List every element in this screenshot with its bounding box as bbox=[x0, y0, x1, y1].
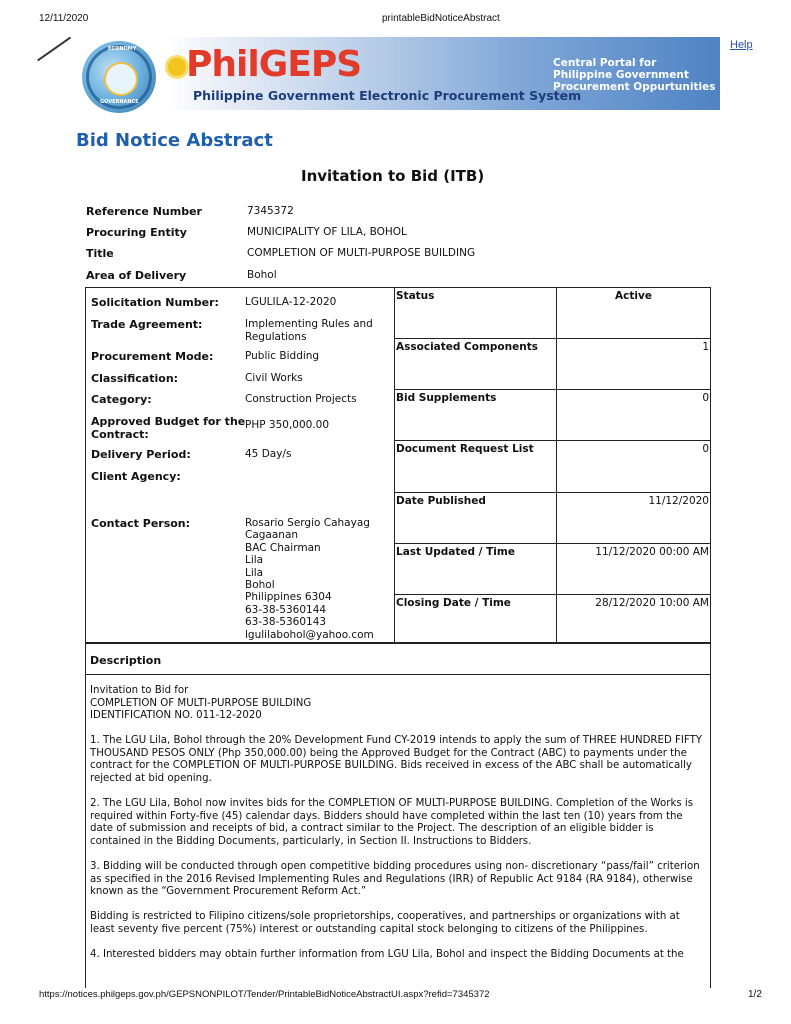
components-label: Associated Components bbox=[396, 341, 538, 353]
closing-value: 28/12/2020 10:00 AM bbox=[595, 597, 709, 609]
page-title: Bid Notice Abstract bbox=[76, 130, 273, 151]
description-paragraph: 2. The LGU Lila, Bohol now invites bids for the COMPLETION OF MULTI-PURPOSE BUILDING. Completion of the Works is required within Forty-five (45) calendar days. Bidders should have completed within the last ten (10) years from the date of submission and receipts of bid, a contract similar to the Project. The description of an eligible bidder is contained in the Bidding Documents, particularly, in Section II. Instructions to Bidders. bbox=[90, 798, 694, 847]
published-value: 11/12/2020 bbox=[648, 495, 709, 507]
supplements-label: Bid Supplements bbox=[396, 392, 497, 404]
category-label: Category: bbox=[91, 393, 152, 406]
solicitation-label: Solicitation Number: bbox=[91, 296, 219, 309]
mode-label: Procurement Mode: bbox=[91, 350, 214, 363]
details-divider bbox=[394, 287, 395, 643]
globe-text-bottom: GOVERNANCE bbox=[100, 99, 139, 105]
philgeps-logo: PhilGEPS bbox=[186, 44, 362, 85]
globe-text-top: ECONOMY bbox=[108, 46, 137, 52]
category-value: Construction Projects bbox=[245, 393, 357, 405]
portal-line-2: Philippine Government bbox=[553, 69, 689, 81]
banner-subtitle: Philippine Government Electronic Procurement System bbox=[193, 88, 582, 103]
contact-line: Lila bbox=[245, 566, 264, 579]
abc-label bbox=[91, 415, 245, 441]
docreq-label: Document Request List bbox=[396, 443, 534, 455]
portal-line-1: Central Portal for bbox=[553, 57, 657, 69]
trade-value-line-1: Implementing Rules and bbox=[245, 318, 373, 330]
description-heading: Description bbox=[90, 654, 162, 667]
contact-line: Lila bbox=[245, 554, 264, 567]
mode-value: Public Bidding bbox=[245, 350, 320, 362]
contact-line: 63-38-5360144 bbox=[245, 603, 327, 616]
page-number: 1/2 bbox=[748, 989, 762, 1000]
print-date: 12/11/2020 bbox=[39, 13, 89, 24]
classification-value: Civil Works bbox=[245, 372, 303, 384]
reference-value: 7345372 bbox=[247, 205, 294, 217]
contact-line: Bohol bbox=[245, 579, 275, 592]
updated-label: Last Updated / Time bbox=[396, 546, 515, 558]
closing-label: Closing Date / Time bbox=[396, 597, 511, 609]
description-paragraph: Bidding is restricted to Filipino citizens/sole proprietorships, cooperatives, and partnerships or organizations with at least seventy five percent (75%) interest or outstanding capital stock belonging to citizens of the Philippines. bbox=[90, 911, 680, 935]
contact-details bbox=[245, 517, 374, 641]
sun-icon bbox=[168, 58, 186, 76]
entity-label: Procuring Entity bbox=[86, 226, 187, 239]
pen-mark bbox=[37, 37, 71, 61]
status-divider bbox=[556, 287, 557, 643]
description-intro bbox=[90, 685, 705, 723]
status-label: Status bbox=[396, 290, 435, 302]
help-link[interactable]: Help bbox=[730, 39, 753, 51]
delivery-value: 45 Day/s bbox=[245, 448, 292, 460]
components-value: 1 bbox=[702, 341, 709, 353]
description-paragraph: 4. Interested bidders may obtain further information from LGU Lila, Bohol and inspect the Bidding Documents at the bbox=[90, 949, 684, 960]
print-title: printableBidNoticeAbstract bbox=[382, 13, 500, 24]
status-row-line bbox=[394, 389, 711, 390]
status-row-line bbox=[394, 543, 711, 544]
delivery-label: Delivery Period: bbox=[91, 448, 191, 461]
contact-line: BAC Chairman bbox=[245, 541, 321, 554]
supplements-value: 0 bbox=[702, 392, 709, 404]
trade-label: Trade Agreement: bbox=[91, 318, 203, 331]
abc-label-line-2: Contract: bbox=[91, 428, 149, 441]
status-row-line bbox=[394, 338, 711, 339]
globe-center bbox=[104, 62, 138, 96]
delivery-area-label: Area of Delivery bbox=[86, 269, 187, 282]
updated-value: 11/12/2020 00:00 AM bbox=[595, 546, 709, 558]
status-value: Active bbox=[615, 290, 652, 302]
intro-line-3: IDENTIFICATION NO. 011-12-2020 bbox=[90, 710, 262, 722]
intro-line-1: Invitation to Bid for bbox=[90, 685, 189, 696]
print-url: https://notices.philgeps.gov.ph/GEPSNONPILOT/Tender/PrintableBidNoticeAbstractUI.aspx?refid=7345372 bbox=[39, 989, 490, 1000]
description-body bbox=[90, 685, 705, 974]
trade-value bbox=[245, 318, 373, 343]
trade-value-line-2: Regulations bbox=[245, 330, 307, 343]
contact-line: Cagaanan bbox=[245, 529, 299, 542]
reference-label: Reference Number bbox=[86, 205, 202, 218]
status-row-line bbox=[394, 492, 711, 493]
status-row-line bbox=[394, 594, 711, 595]
contact-line: Rosario Sergio Cahayag bbox=[245, 517, 370, 529]
solicitation-value: LGULILA-12-2020 bbox=[245, 296, 337, 308]
notice-type: Invitation to Bid (ITB) bbox=[301, 167, 485, 185]
intro-line-2: COMPLETION OF MULTI-PURPOSE BUILDING bbox=[90, 697, 312, 709]
contact-label: Contact Person: bbox=[91, 517, 191, 530]
docreq-value: 0 bbox=[702, 443, 709, 455]
entity-value: MUNICIPALITY OF LILA, BOHOL bbox=[247, 226, 407, 238]
contact-line: 63-38-5360143 bbox=[245, 616, 327, 629]
client-label: Client Agency: bbox=[91, 470, 181, 483]
portal-line-3: Procurement Oppurtunities bbox=[553, 81, 716, 93]
delivery-area-value: Bohol bbox=[247, 269, 277, 281]
abc-value: PHP 350,000.00 bbox=[245, 419, 330, 431]
published-label: Date Published bbox=[396, 495, 486, 507]
description-paragraph: 1. The LGU Lila, Bohol through the 20% Development Fund CY-2019 intends to apply the sum of THREE HUNDRED FIFTY THOUSAND PESOS ONLY (Php 350,000.00) being the Approved Budget for the Contract (ABC) to payments under the contract for the COMPLETION OF MULTI-PURPOSE BUILDING. Bids received in excess of the ABC shall be automatically rejected at bid opening. bbox=[90, 735, 703, 785]
status-row-line bbox=[394, 440, 711, 441]
abc-label-line-1: Approved Budget for the bbox=[91, 415, 246, 428]
title-label: Title bbox=[86, 247, 114, 260]
description-paragraph: 3. Bidding will be conducted through open competitive bidding procedures using non- discretionary “pass/fail” criterion as specified in the 2016 Revised Implementing Rules and Regulations (IRR) of Republic Act 9184 (RA 9184), otherwise known as the “Government Procurement Reform Act.” bbox=[90, 861, 700, 898]
classification-label: Classification: bbox=[91, 372, 179, 385]
contact-line: Philippines 6304 bbox=[245, 591, 332, 604]
portal-tagline bbox=[553, 57, 715, 93]
contact-email: lgulilabohol@yahoo.com bbox=[245, 628, 374, 641]
description-separator bbox=[85, 674, 711, 675]
title-value: COMPLETION OF MULTI-PURPOSE BUILDING bbox=[247, 247, 476, 259]
